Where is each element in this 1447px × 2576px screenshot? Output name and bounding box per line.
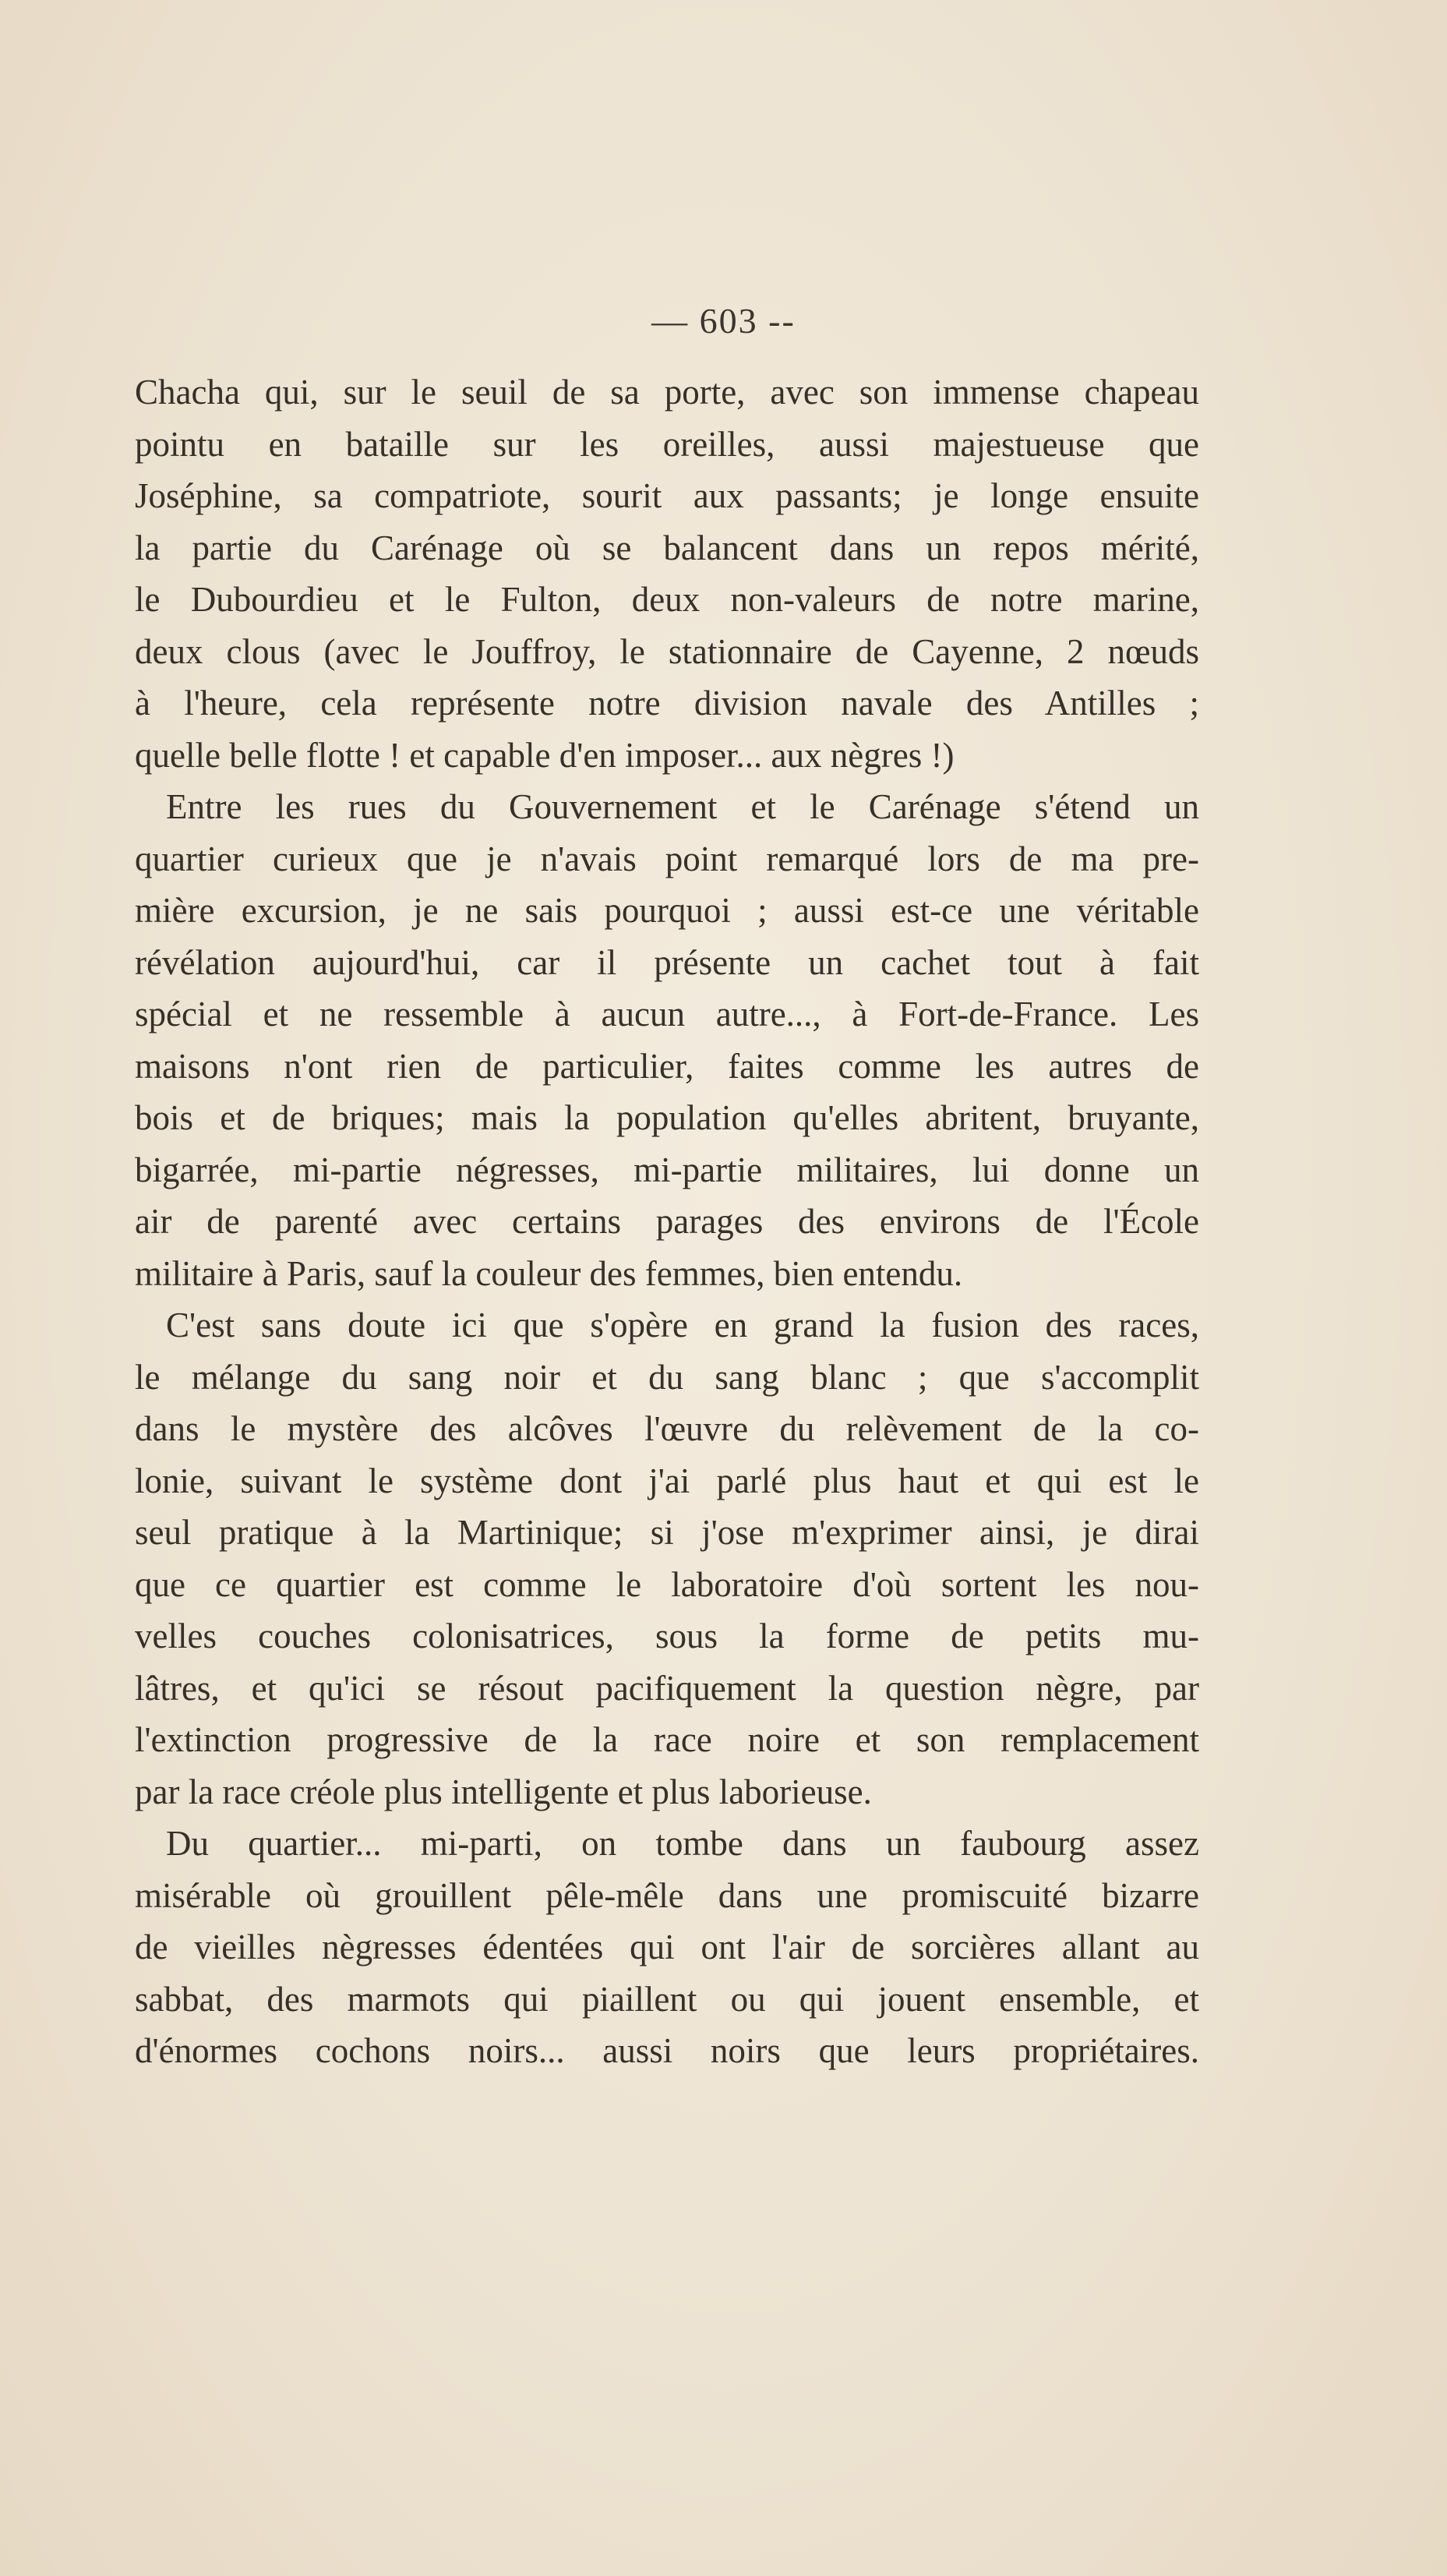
- text-line: quartier curieux que je n'avais point remarqué lors de ma pre-: [135, 839, 1199, 878]
- text-line: à l'heure, cela représente notre division navale des Antilles ;: [135, 684, 1199, 723]
- text-line: de vieilles nègresses édentées qui ont l'air de sorcières allant au: [135, 1928, 1199, 1966]
- text-line: quelle belle flotte ! et capable d'en imposer... aux nègres !): [135, 735, 955, 775]
- text-line: deux clous (avec le Jouffroy, le stationnaire de Cayenne, 2 nœuds: [135, 631, 1199, 671]
- text-line: le mélange du sang noir et du sang blanc ; que s'accomplit: [135, 1357, 1199, 1397]
- text-line: révélation aujourd'hui, car il présente un cachet tout à fait: [135, 942, 1199, 982]
- text-line: lâtres, et qu'ici se résout pacifiquement la question nègre, par: [135, 1668, 1199, 1708]
- text-line: Du quartier... mi-parti, on tombe dans un faubourg assez: [166, 1824, 1199, 1863]
- text-line: dans le mystère des alcôves l'œuvre du relèvement de la co-: [135, 1409, 1199, 1448]
- text-line: bois et de briques; mais la population qu'elles abritent, bruyante,: [135, 1098, 1199, 1137]
- text-line: Chacha qui, sur le seuil de sa porte, avec son immense chapeau: [135, 373, 1199, 412]
- text-line: militaire à Paris, sauf la couleur des femmes, bien entendu.: [135, 1253, 963, 1293]
- body-text: [135, 366, 1199, 2077]
- text-line: spécial et ne ressemble à aucun autre..., à Fort-de-France. Les: [135, 995, 1199, 1034]
- text-line: la partie du Carénage où se balancent dans un repos mérité,: [135, 528, 1199, 567]
- text-line: maisons n'ont rien de particulier, faites comme les autres de: [135, 1046, 1199, 1086]
- text-line: le Dubourdieu et le Fulton, deux non-valeurs de notre marine,: [135, 580, 1199, 619]
- text-line: pointu en bataille sur les oreilles, aussi majestueuse que: [135, 424, 1199, 464]
- text-line: sabbat, des marmots qui piaillent ou qui jouent ensemble, et: [135, 1979, 1199, 2019]
- text-line: Entre les rues du Gouvernement et le Carénage s'étend un: [166, 787, 1199, 826]
- text-line: Joséphine, sa compatriote, sourit aux passants; je longe ensuite: [135, 476, 1199, 515]
- text-line: seul pratique à la Martinique; si j'ose m'exprimer ainsi, je dirai: [135, 1513, 1199, 1552]
- text-line: bigarrée, mi-partie négresses, mi-partie militaires, lui donne un: [135, 1150, 1199, 1189]
- text-line: que ce quartier est comme le laboratoire d'où sortent les nou-: [135, 1564, 1199, 1604]
- page-number: — 603 --: [651, 301, 796, 341]
- text-line: d'énormes cochons noirs... aussi noirs que leurs propriétaires.: [135, 2031, 1199, 2070]
- text-line: mière excursion, je ne sais pourquoi ; aussi est-ce une véritable: [135, 891, 1199, 930]
- text-line: velles couches colonisatrices, sous la forme de petits mu-: [135, 1617, 1199, 1655]
- text-line: misérable où grouillent pêle-mêle dans une promiscuité bizarre: [135, 1875, 1199, 1915]
- text-line: C'est sans doute ici que s'opère en grand la fusion des races,: [166, 1306, 1199, 1345]
- text-line: l'extinction progressive de la race noire et son remplacement: [135, 1720, 1199, 1759]
- text-line: air de parenté avec certains parages des environs de l'École: [135, 1202, 1199, 1241]
- text-line: par la race créole plus intelligente et plus laborieuse.: [135, 1772, 872, 1811]
- text-line: lonie, suivant le système dont j'ai parlé plus haut et qui est le: [135, 1461, 1199, 1500]
